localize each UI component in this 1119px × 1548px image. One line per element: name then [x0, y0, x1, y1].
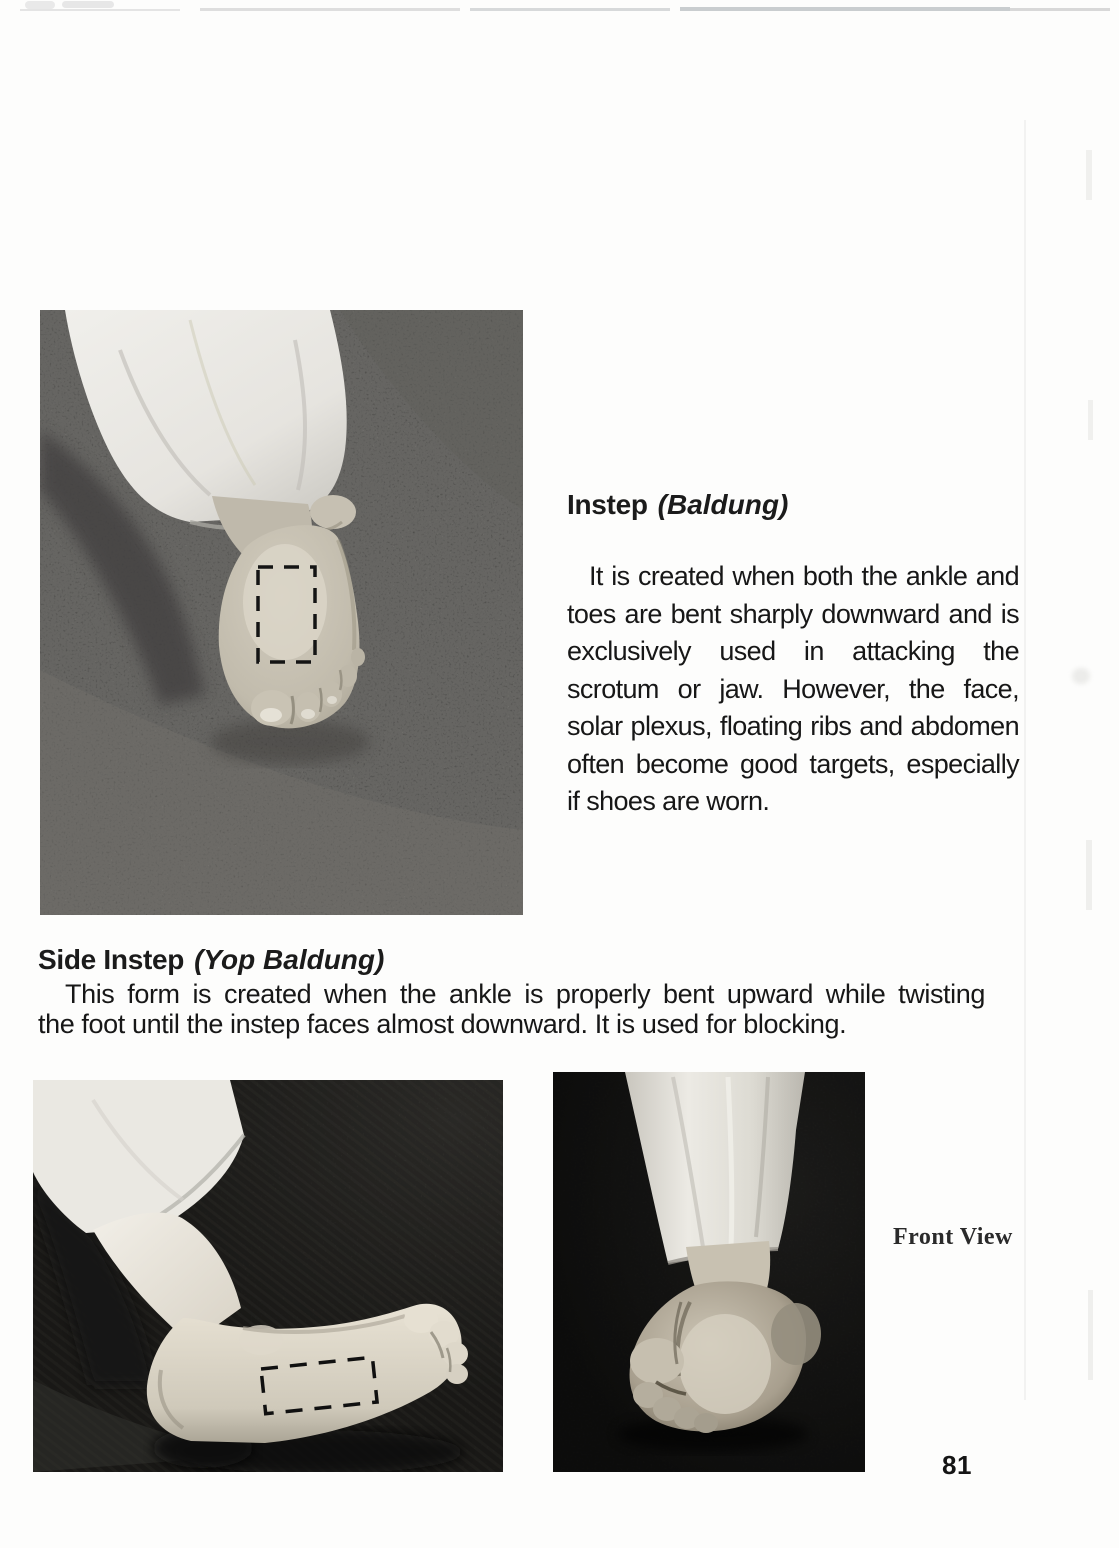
side-instep-heading-title: Side Instep [38, 944, 185, 975]
paragraph-line: This form is created when the ankle is properly bent upward while twisting [65, 979, 985, 1009]
instep-heading-title: Instep [567, 489, 648, 520]
instep-paragraph [567, 558, 1019, 821]
paragraph-line: It is created when both the ankle and [589, 561, 1019, 591]
front-view-photo [553, 1072, 865, 1472]
paragraph-line: the foot until the instep faces almost downward. It is used for blocking. [38, 1008, 847, 1039]
side-instep-heading-romanized: (Yop Baldung) [194, 944, 385, 975]
page-number: 81 [942, 1450, 972, 1480]
scan-streak [1010, 8, 1110, 11]
scan-streak [470, 8, 670, 11]
paragraph-line: solar plexus, floating ribs and abdomen [567, 711, 1019, 741]
paragraph-line: toes are bent sharply downward and is [567, 598, 1019, 629]
front-view-caption: Front View [893, 1224, 1013, 1250]
side-instep-photo [33, 1080, 503, 1472]
side-instep-paragraph [38, 980, 985, 1039]
paragraph-line: scrotum or jaw. However, the face, [567, 673, 1019, 704]
side-instep-heading [38, 944, 384, 976]
scan-streak [680, 7, 1010, 11]
scan-ghost-mark [1088, 1290, 1093, 1380]
paragraph-line: if shoes are worn. [567, 786, 770, 816]
scan-smudge [1072, 668, 1090, 684]
scan-streak [20, 9, 180, 11]
scan-streak [200, 8, 460, 11]
scan-ghost-mark [1086, 840, 1092, 910]
scan-ghost-mark [1086, 150, 1092, 200]
instep-photo [40, 310, 523, 915]
scan-smudge [62, 1, 114, 8]
paragraph-line: often become good targets, especially [567, 748, 1019, 779]
scan-ghost-mark [1088, 400, 1093, 440]
scan-line-vertical [1024, 120, 1026, 1400]
paragraph-line: exclusively used in attacking the [567, 636, 1019, 666]
instep-heading-romanized: (Baldung) [657, 489, 789, 520]
instep-heading [567, 489, 788, 521]
scan-smudge [25, 1, 55, 9]
